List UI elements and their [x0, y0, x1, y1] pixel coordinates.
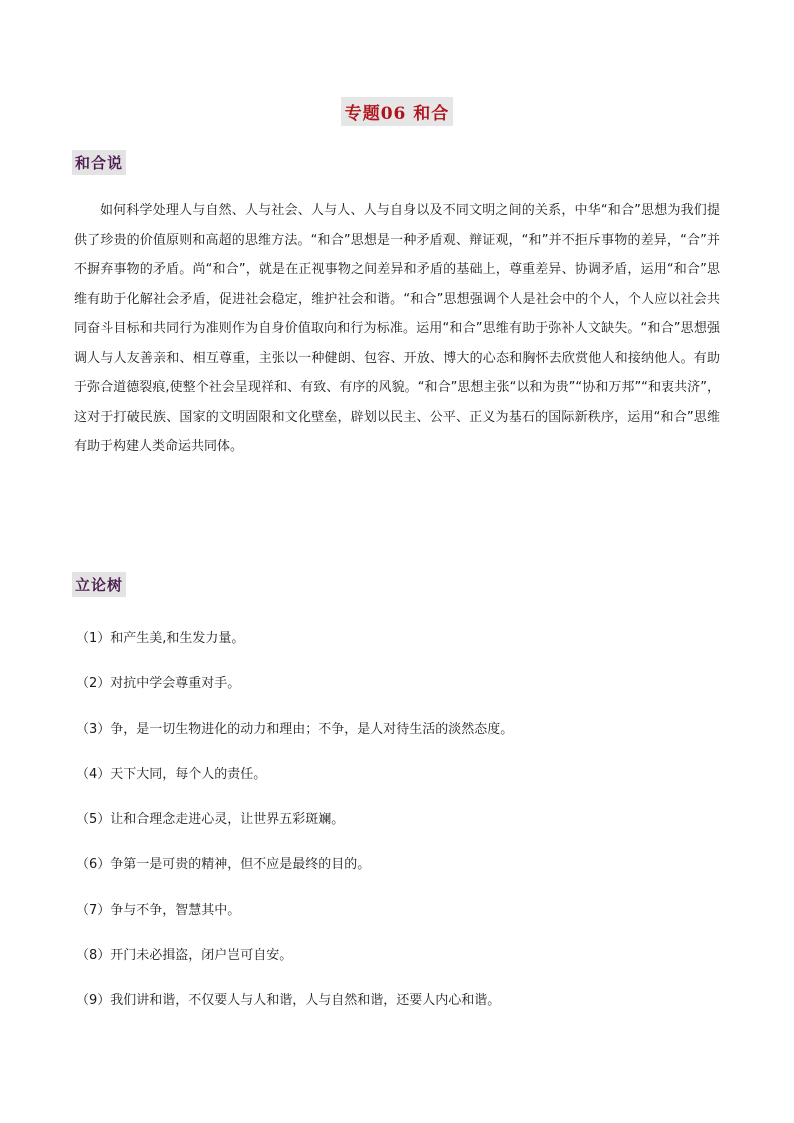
- section-heading-hehe-shuo: 和合说: [72, 150, 126, 175]
- argument-item: （9）我们讲和谐，不仅要人与人和谐，人与自然和谐，还要人内心和谐。: [76, 993, 501, 1009]
- document-title-wrap: [0, 97, 794, 126]
- argument-item: （5）让和合理念走进心灵，让世界五彩斑斓。: [76, 812, 345, 828]
- argument-item: （4）天下大同，每个人的责任。: [76, 766, 267, 782]
- argument-item: （1）和产生美,和生发力量。: [76, 631, 245, 646]
- argument-item: （8）开门未必揖盗，闭户岂可自安。: [76, 948, 293, 964]
- argument-item: （7）争与不争，智慧其中。: [76, 902, 241, 918]
- argument-item: （6）争第一是可贵的精神，但不应是最终的目的。: [76, 857, 371, 873]
- argument-list: [76, 628, 736, 1036]
- argument-item: （3）争，是一切生物进化的动力和理由；不争，是人对待生活的淡然态度。: [76, 721, 514, 737]
- section-heading-lilun-shu: 立论树: [72, 572, 126, 597]
- document-title: 专题06 和合: [341, 97, 454, 126]
- section-paragraph: 如何科学处理人与自然、人与社会、人与人、人与自身以及不同文明之间的关系，中华“和合”思想为我们提供了珍贵的价值原则和高超的思维方法。“和合”思想是一种矛盾观、辩证观，“和”并不拒斥事物的差异，“合”并不摒弃事物的矛盾。尚“和合”，就是在正视事物之间差异和矛盾的基础上，尊重差异、协调矛盾，运用“和合”思维有助于化解社会矛盾，促进社会稳定，维护社会和谐。“和合”思想强调个人是社会中的个人，个人应以社会共同奋斗目标和共同行为准则作为自身价值取向和行为标准。运用“和合”思维有助于弥补人文缺失。“和合”思想强调人与人友善亲和、相互尊重，主张以一种健朗、包容、开放、博大的心态和胸怀去欣赏他人和接纳他人。有助于弥合道德裂痕,使整个社会呈现祥和、有致、有序的风貌。“和合”思想主张“以和为贵”“协和万邦”“和衷共济”，这对于打破民族、国家的文明固限和文化壁垒，辟划以民主、公平、正义为基石的国际新秩序，运用“和合”思维有助于构建人类命运共同体。: [74, 203, 720, 454]
- argument-item: （2）对抗中学会尊重对手。: [76, 676, 241, 692]
